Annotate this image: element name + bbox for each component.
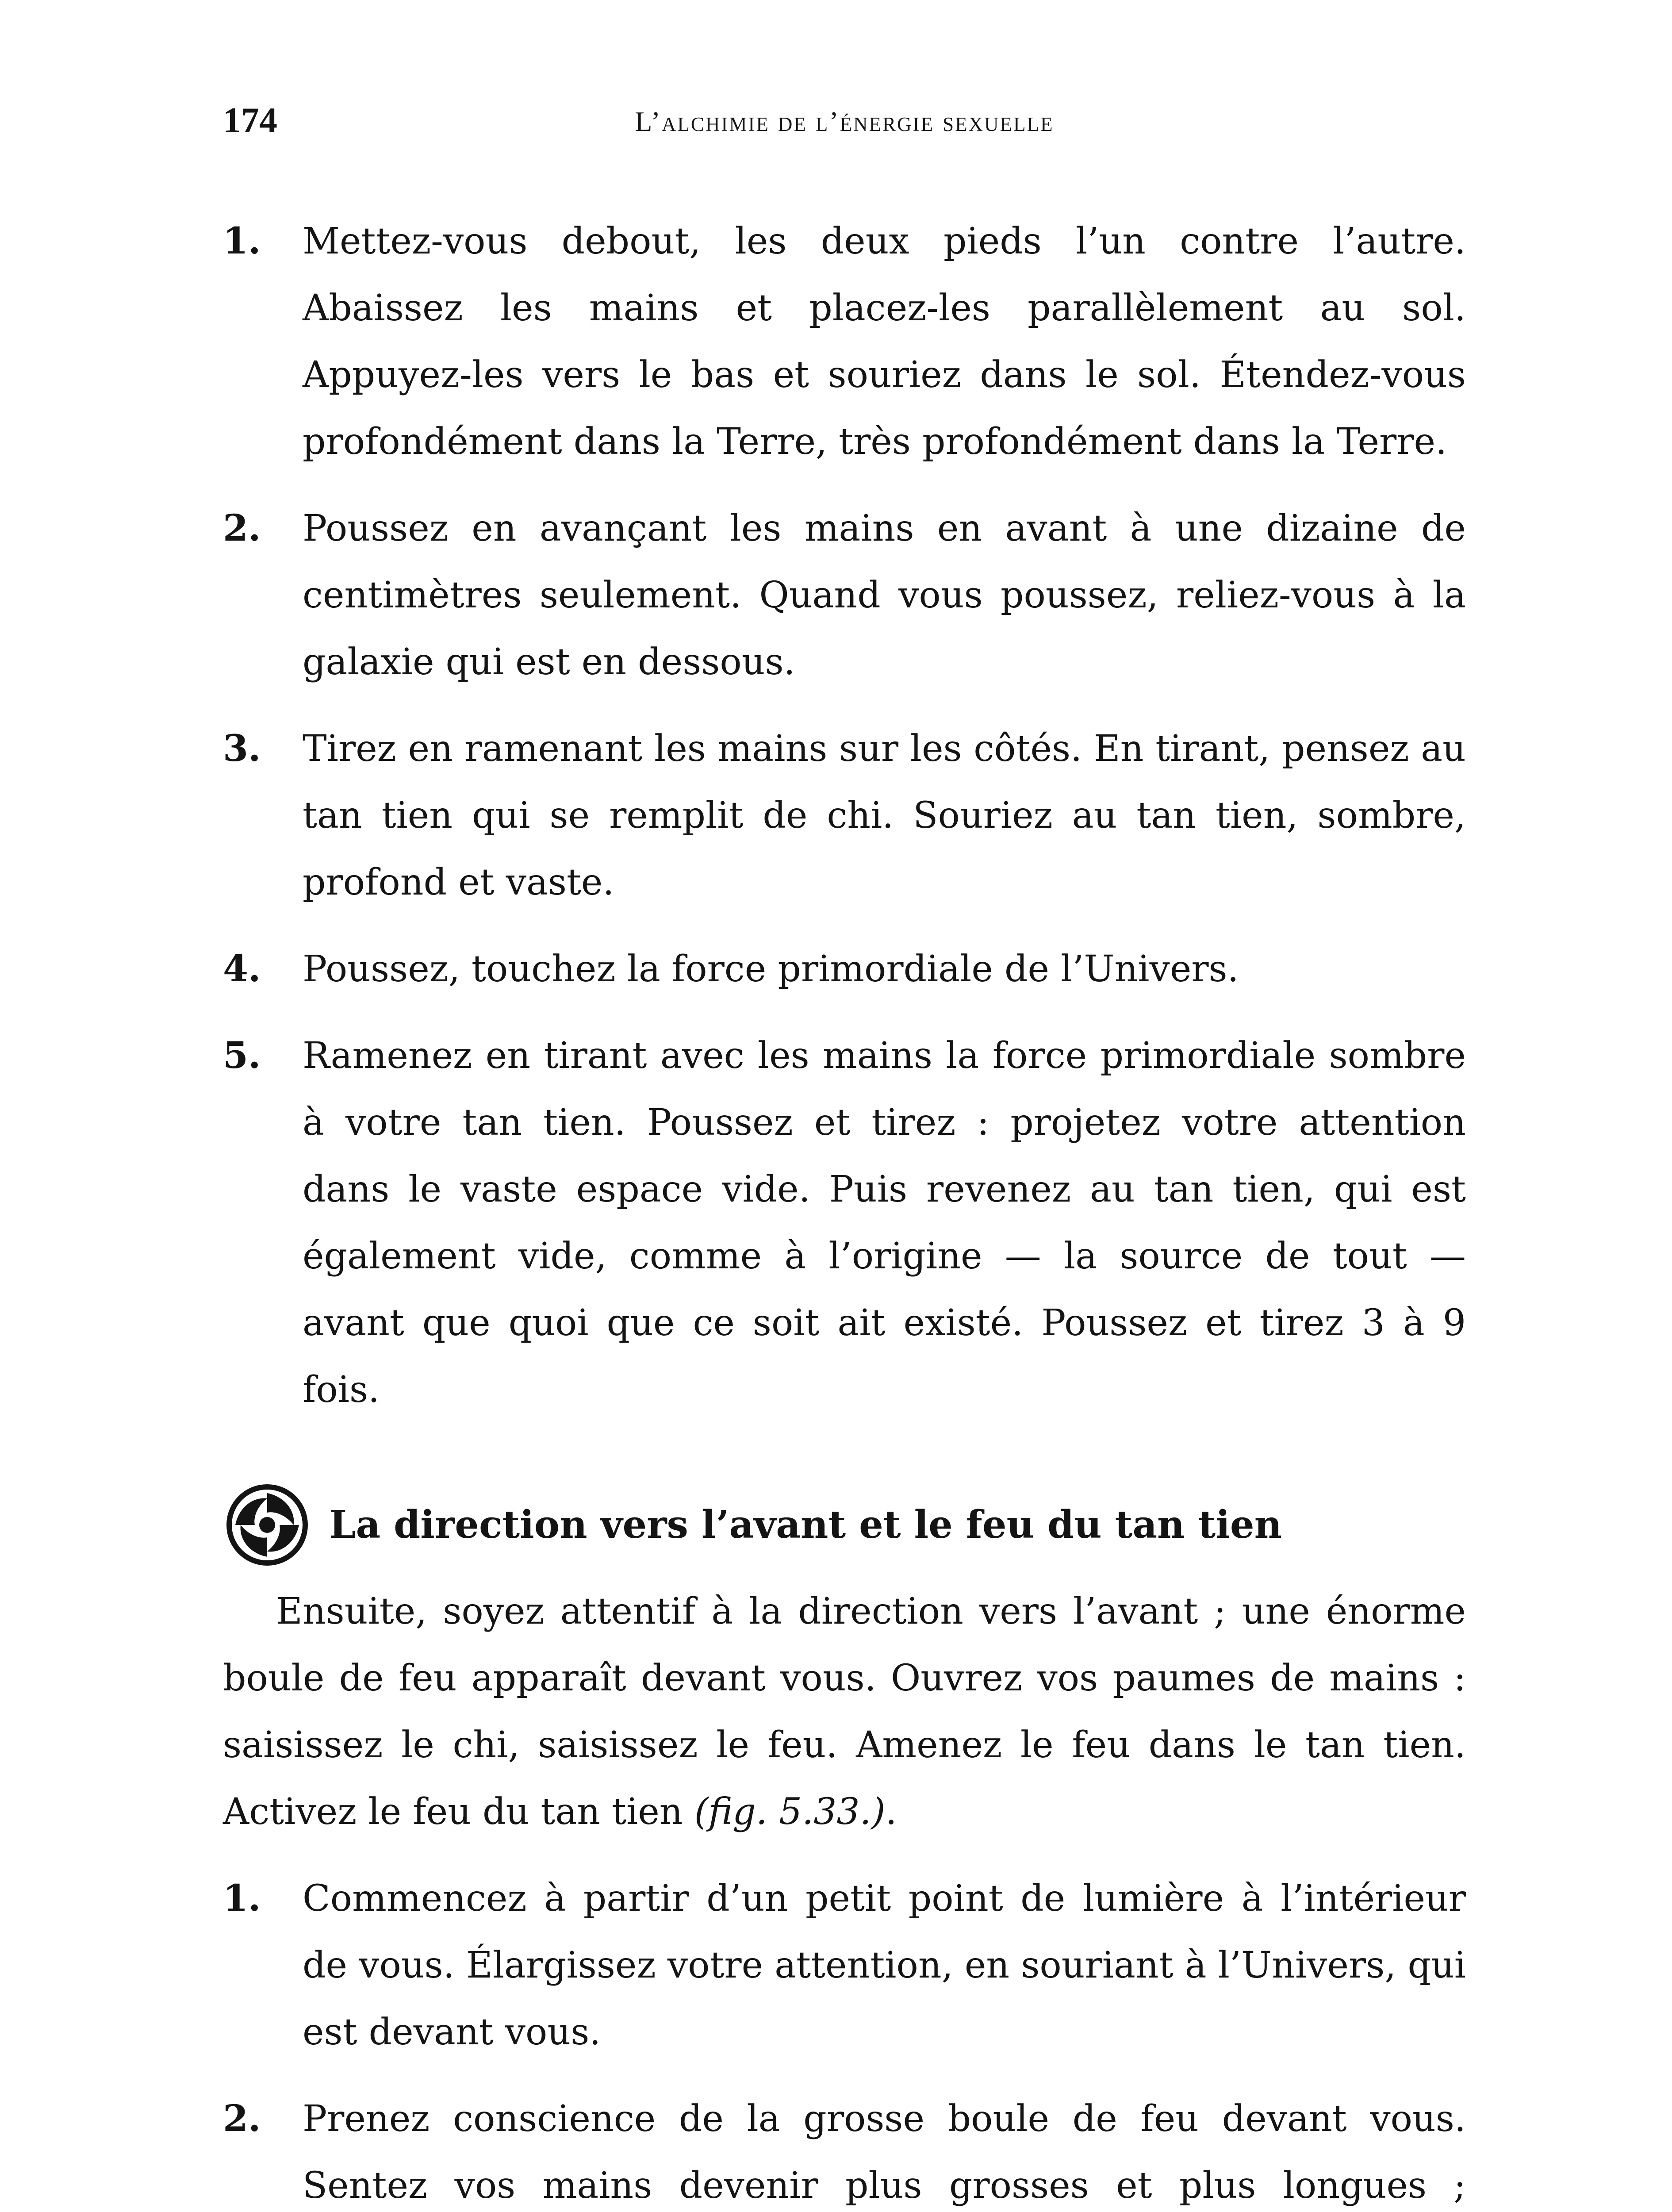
running-header: [223, 98, 1466, 151]
page-content: [223, 208, 1466, 2212]
list-item: [223, 1865, 1466, 2066]
step-number: 2.: [223, 507, 261, 549]
paragraph-text: Ensuite, soyez attentif à la direction vers l’avant ; une énorme boule de feu apparaît devant vous. Ouvrez vos paumes de mains : saisissez le chi, saisissez le feu. Amenez le feu dans le tan tien. Activez le feu du tan tien: [223, 1590, 1466, 1833]
step-text: Poussez en avançant les mains en avant à une dizaine de centimètres seulement. Quand vous poussez, reliez-vous à la galaxie qui est en dessous.: [303, 507, 1466, 683]
page-number: 174: [223, 100, 277, 140]
step-text: Tirez en ramenant les mains sur les côtés. En tirant, pensez au tan tien qui se remplit de chi. Souriez au tan tien, sombre, profond et vaste.: [303, 728, 1466, 903]
step-number: 2.: [223, 2097, 261, 2140]
step-text: Ramenez en tirant avec les mains la force primordiale sombre à votre tan tien. Poussez et tirez : projetez votre attention dans le vaste espace vide. Puis revenez au tan tien, qui est également vide, comme à l’origine — la source de tout — avant que quoi que ce soit ait existé. Poussez et tirez 3 à 9 fois.: [303, 1035, 1466, 1411]
step-text: Poussez, touchez la force primordiale de l’Univers.: [303, 948, 1239, 990]
figure-reference: (fig. 5.33.): [694, 1791, 886, 1833]
step-text: Commencez à partir d’un petit point de lumière à l’intérieur de vous. Élargissez votre attention, en souriant à l’Univers, qui est devant vous.: [303, 1878, 1466, 2053]
step-number: 1.: [223, 220, 261, 262]
list-item: [223, 1022, 1466, 1423]
body-paragraph: [223, 1578, 1466, 1845]
step-number: 5.: [223, 1034, 261, 1077]
step-number: 4.: [223, 948, 261, 990]
paragraph-end: .: [885, 1791, 897, 1833]
list-item: [223, 715, 1466, 916]
step-number: 3.: [223, 727, 261, 770]
steps-list-one: [223, 208, 1466, 1423]
list-item: [223, 208, 1466, 475]
list-item: [223, 2085, 1466, 2212]
step-text: Prenez conscience de la grosse boule de feu devant vous. Sentez vos mains devenir plus grosses et plus longues ;: [303, 2098, 1466, 2207]
step-number: 1.: [223, 1877, 261, 1920]
list-item: [223, 936, 1466, 1002]
step-text: Mettez-vous debout, les deux pieds l’un contre l’autre. Abaissez les mains et placez-les parallèlement au sol. Appuyez-les vers le bas et souriez dans le sol. Étendez-vous profondément dans la Terre, très profondément dans la Terre.: [303, 220, 1466, 463]
swirl-ornament-icon: [223, 1481, 311, 1569]
section-title: La direction vers l’avant et le feu du tan tien: [329, 1502, 1282, 1547]
section-heading: [223, 1481, 1466, 1578]
list-item: [223, 495, 1466, 695]
running-title: L’alchimie de l’énergie sexuelle: [635, 106, 1054, 137]
steps-list-two: [223, 1865, 1466, 2212]
